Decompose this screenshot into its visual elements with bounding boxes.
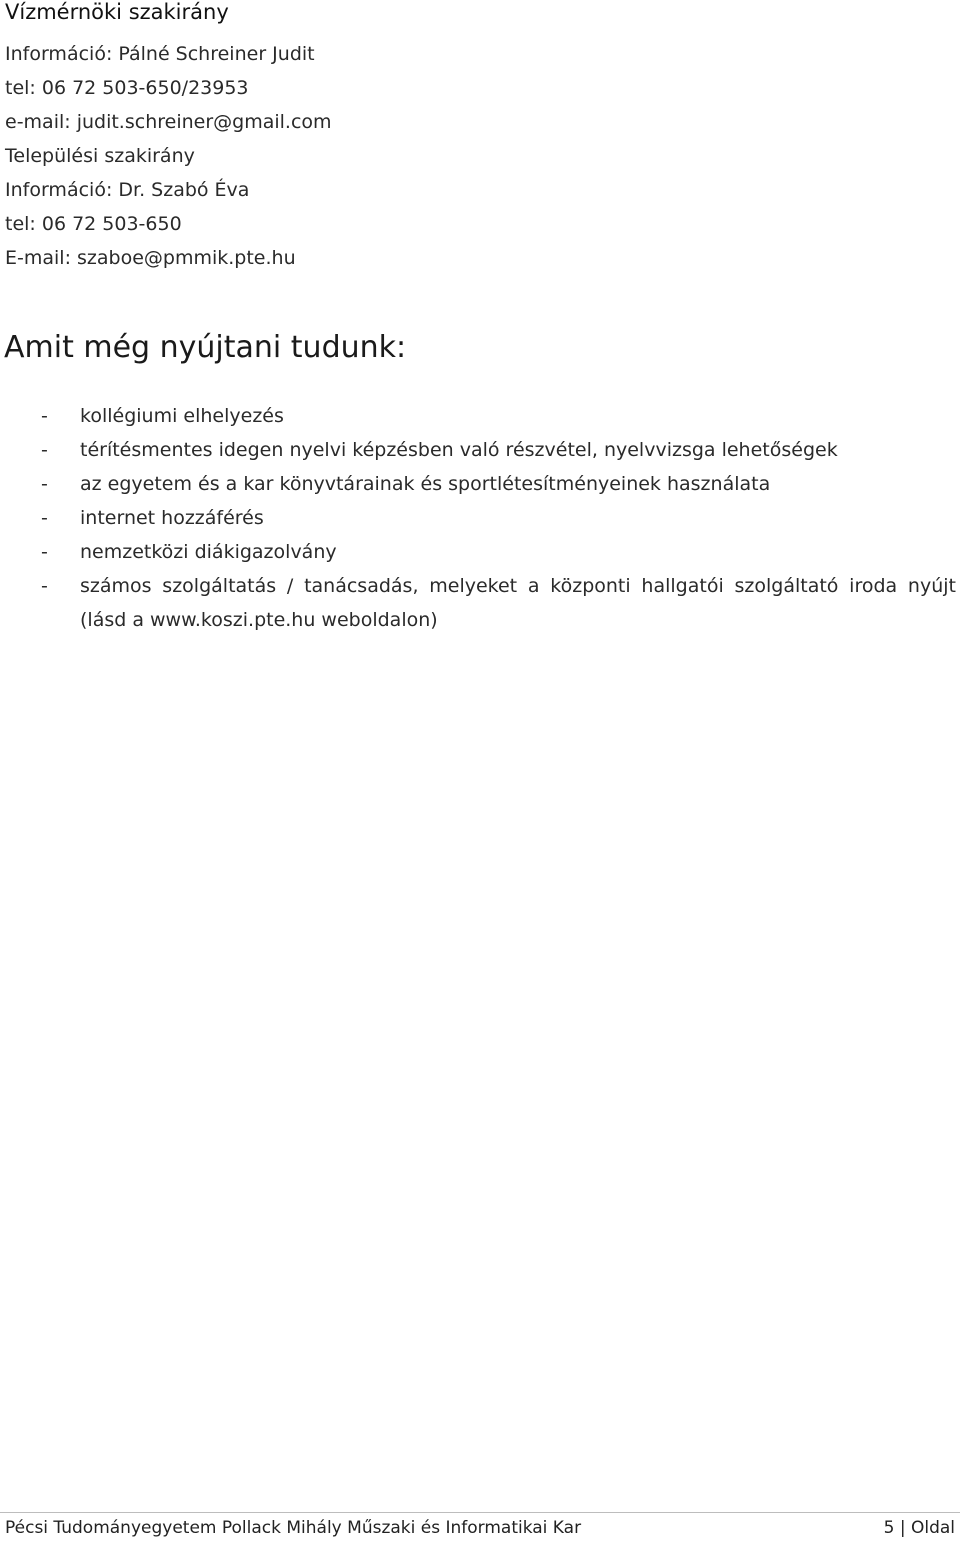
telepulesi-email: E-mail: szaboe@pmmik.pte.hu bbox=[5, 247, 296, 269]
footer-divider bbox=[0, 1512, 960, 1513]
footer-page-number: 5 | Oldal bbox=[883, 1518, 955, 1538]
list-dash: - bbox=[41, 439, 48, 461]
offers-list bbox=[0, 399, 960, 637]
footer-institution: Pécsi Tudományegyetem Pollack Mihály Műszaki és Informatikai Kar bbox=[5, 1518, 582, 1538]
list-item-text: térítésmentes idegen nyelvi képzésben való részvétel, nyelvvizsga lehetőségek bbox=[80, 439, 838, 461]
list-item-text: az egyetem és a kar könyvtárainak és sportlétesítményeinek használata bbox=[80, 473, 771, 495]
list-dash: - bbox=[41, 405, 48, 427]
list-item bbox=[0, 501, 960, 535]
telepulesi-title: Települési szakirány bbox=[5, 145, 195, 167]
list-dash: - bbox=[41, 473, 48, 495]
vizmernoki-info: Információ: Pálné Schreiner Judit bbox=[5, 43, 315, 65]
offers-heading: Amit még nyújtani tudunk: bbox=[4, 330, 407, 365]
list-item bbox=[0, 399, 960, 433]
list-dash: - bbox=[41, 575, 48, 597]
list-dash: - bbox=[41, 541, 48, 563]
list-item bbox=[0, 467, 960, 501]
list-item bbox=[0, 433, 960, 467]
vizmernoki-tel: tel: 06 72 503-650/23953 bbox=[5, 77, 249, 99]
telepulesi-info: Információ: Dr. Szabó Éva bbox=[5, 179, 250, 201]
list-item-text: számos szolgáltatás / tanácsadás, melyeket a központi hallgatói szolgáltató iroda nyújt (lásd a www.koszi.pte.hu weboldalon) bbox=[80, 575, 956, 631]
telepulesi-tel: tel: 06 72 503-650 bbox=[5, 213, 182, 235]
vizmernoki-title: Vízmérnöki szakirány bbox=[5, 0, 229, 24]
vizmernoki-email: e-mail: judit.schreiner@gmail.com bbox=[5, 111, 332, 133]
list-item-text: kollégiumi elhelyezés bbox=[80, 405, 284, 427]
list-item bbox=[0, 569, 960, 637]
list-item-text: internet hozzáférés bbox=[80, 507, 264, 529]
list-dash: - bbox=[41, 507, 48, 529]
list-item bbox=[0, 535, 960, 569]
list-item-text: nemzetközi diákigazolvány bbox=[80, 541, 337, 563]
